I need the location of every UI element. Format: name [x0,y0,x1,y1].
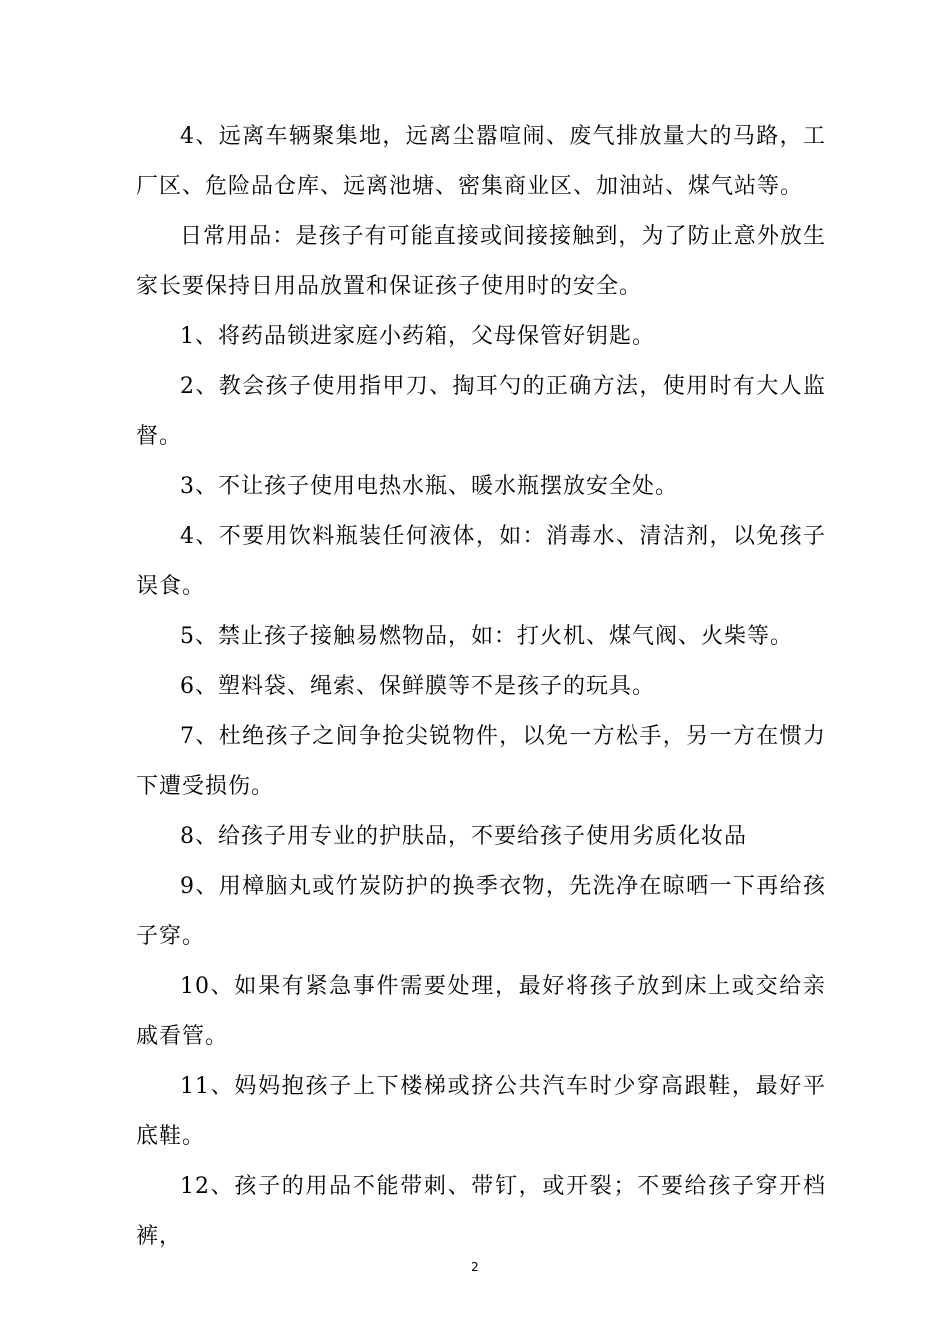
paragraph: 12、孩子的用品不能带刺、带钉，或开裂；不要给孩子穿开档裤， [136,1174,826,1249]
paragraph: 9、用樟脑丸或竹炭防护的换季衣物，先洗净在晾晒一下再给孩子穿。 [136,874,826,949]
paragraph: 日常用品：是孩子有可能直接或间接接触到，为了防止意外放生家长要保持日用品放置和保证孩子使用时的安全。 [136,224,826,299]
paragraph: 4、远离车辆聚集地，远离尘嚣喧闹、废气排放量大的马路，工厂区、危险品仓库、远离池塘、密集商业区、加油站、煤气站等。 [136,124,826,199]
paragraph: 8、给孩子用专业的护肤品，不要给孩子使用劣质化妆品 [180,824,747,849]
paragraph: 11、妈妈抱孩子上下楼梯或挤公共汽车时少穿高跟鞋，最好平底鞋。 [136,1074,826,1149]
paragraph: 4、不要用饮料瓶装任何液体，如：消毒水、清洁剂，以免孩子误食。 [136,524,826,599]
paragraph: 10、如果有紧急事件需要处理，最好将孩子放到床上或交给亲戚看管。 [136,974,826,1049]
page-number: 2 [471,1260,479,1274]
document-body [136,112,826,1262]
paragraph: 7、杜绝孩子之间争抢尖锐物件，以免一方松手，另一方在惯力下遭受损伤。 [136,724,826,799]
paragraph: 2、教会孩子使用指甲刀、掏耳勺的正确方法，使用时有大人监督。 [136,374,826,449]
paragraph: 1、将药品锁进家庭小药箱，父母保管好钥匙。 [180,324,655,349]
paragraph: 3、不让孩子使用电热水瓶、暖水瓶摆放安全处。 [180,474,678,499]
paragraph: 6、塑料袋、绳索、保鲜膜等不是孩子的玩具。 [180,674,655,699]
paragraph: 5、禁止孩子接触易燃物品，如：打火机、煤气阀、火柴等。 [180,624,793,649]
